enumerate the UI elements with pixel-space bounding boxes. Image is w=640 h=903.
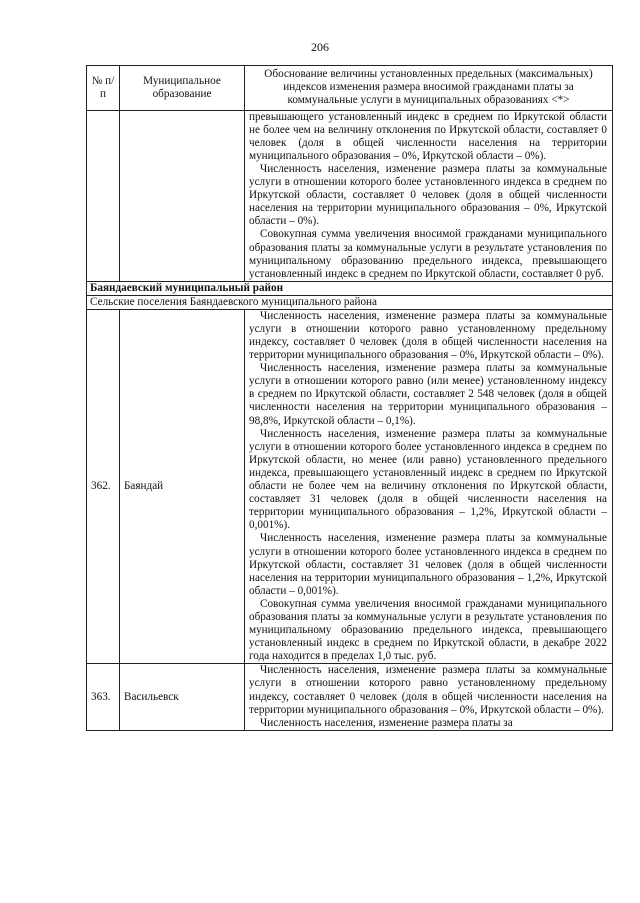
page-number: 206 [311, 40, 329, 54]
row-number: 363. [87, 664, 120, 730]
table-row-continuation [87, 110, 613, 281]
section-title: Баяндаевский муниципальный район [87, 281, 613, 295]
paragraph: Численность населения, изменение размера платы за коммунальные услуги в отношении которого равно установленному предельному индексу, составляет 0 человек (доля в общей численности населения на территории муниципального образования – 0%, Иркутской области – 0%). [249, 309, 607, 362]
paragraph: Численность населения, изменение размера платы за [260, 716, 513, 729]
subsection-title: Сельские поселения Баяндаевского муниципального района [87, 295, 613, 309]
header-num: № п/п [87, 66, 120, 111]
paragraph: Совокупная сумма увеличения вносимой гражданами муниципального образования платы за коммунальные услуги в результате установления по муниципальному образованию предельного индекса, превышающего установленный индекс в среднем по Иркутской области, в декабре 2022 года находится в пределах 1,0 тыс. руб. [249, 597, 607, 663]
cell-num-empty [87, 110, 120, 281]
paragraph: Численность населения, изменение размера платы за коммунальные услуги в отношении которого равно (или менее) установленному индексу в среднем по Иркутской области, составляет 2 548 человек (доля в общей численности населения на территории муниципального образования – 98,8%, Иркутской области – 0,1%). [249, 362, 607, 427]
paragraph: Численность населения, изменение размера платы за коммунальные услуги в отношении которого более установленного индекса в среднем по Иркутской области, составляет 0 человек (доля в общей численности населения на территории муниципального образования – 0%, Иркутской области – 0%). [249, 162, 607, 228]
header-municipality: Муниципальное образование [120, 66, 245, 111]
section-row [87, 281, 613, 295]
row-number: 362. [87, 309, 120, 664]
tariff-index-table [86, 65, 613, 731]
justification-text [245, 664, 613, 730]
cell-justification-continuation [245, 110, 613, 281]
table-header-row [87, 66, 613, 111]
table-row [87, 664, 613, 730]
justification-text [245, 309, 613, 664]
subsection-row [87, 295, 613, 309]
municipality-name: Васильевск [120, 664, 245, 730]
table-row [87, 309, 613, 664]
cell-municipality-empty [120, 110, 245, 281]
paragraph: превышающего установленный индекс в среднем по Иркутской области не более чем на величину отклонения по Иркутской области, составляет 0 человек (доля в общей численности населения на территории муниципального образования – 0%, Иркутской области – 0%). [249, 110, 607, 162]
header-justification: Обоснование величины установленных предельных (максимальных) индексов изменения размера вносимой гражданами платы за коммунальные услуги в муниципальных образованиях <*> [245, 66, 613, 111]
paragraph: Численность населения, изменение размера платы за коммунальные услуги в отношении которого более установленного индекса в среднем по Иркутской области, но менее (или равно) установленного предельного индекса, превышающего установленный индекс в среднем по Иркутской области не более чем на величину отклонения по Иркутской области, составляет 31 человек (доля в общей численности населения на территории муниципального образования – 1,2%, Иркутской области – 0,001%). [249, 427, 607, 532]
municipality-name: Баяндай [120, 309, 245, 664]
paragraph: Численность населения, изменение размера платы за коммунальные услуги в отношении которого более установленного индекса в среднем по Иркутской области, составляет 31 человек (доля в общей численности населения на территории муниципального образования – 1,2%, Иркутской области – 0,001%). [249, 532, 607, 597]
paragraph: Численность населения, изменение размера платы за коммунальные услуги в отношении которого равно установленному предельному индексу, составляет 0 человек (доля в общей численности населения на территории муниципального образования – 0%, Иркутской области – 0%). [249, 664, 607, 716]
paragraph: Совокупная сумма увеличения вносимой гражданами муниципального образования платы за коммунальные услуги в результате установления по муниципальному образованию предельного индекса, превышающего установленный индекс в среднем по Иркутской области, составляет 0 руб. [249, 228, 607, 280]
